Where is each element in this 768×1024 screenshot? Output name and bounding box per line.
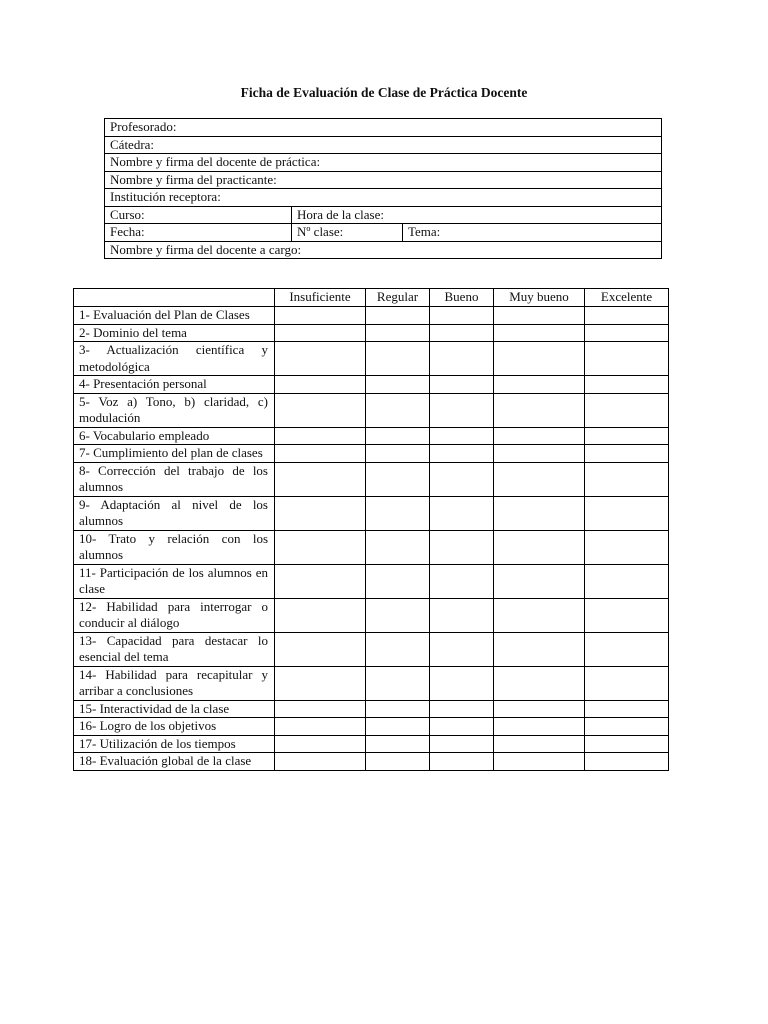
rating-cell-regular[interactable] (366, 342, 430, 376)
criterion-row (74, 342, 669, 376)
criterion-row (74, 632, 669, 666)
rating-cell-excelente[interactable] (585, 530, 669, 564)
rating-cell-insuficiente[interactable] (275, 376, 366, 394)
field-curso[interactable]: Curso: (105, 206, 292, 224)
criterion-label: 14- Habilidad para recapitular y arribar a conclusiones (74, 666, 275, 700)
criterion-label: 18- Evaluación global de la clase (74, 753, 275, 771)
rating-cell-insuficiente[interactable] (275, 427, 366, 445)
rating-cell-regular[interactable] (366, 718, 430, 736)
criterion-label: 6- Vocabulario empleado (74, 427, 275, 445)
rating-cell-regular[interactable] (366, 753, 430, 771)
rating-header-bueno: Bueno (430, 289, 494, 307)
info-row-fecha-clase-tema (105, 224, 662, 242)
field-tema[interactable]: Tema: (403, 224, 662, 242)
rating-cell-insuficiente[interactable] (275, 530, 366, 564)
rating-cell-regular[interactable] (366, 324, 430, 342)
field-hora[interactable]: Hora de la clase: (292, 206, 662, 224)
rating-cell-bueno[interactable] (430, 753, 494, 771)
criterion-row (74, 598, 669, 632)
rating-header-excelente: Excelente (585, 289, 669, 307)
rating-header-row (74, 289, 669, 307)
rating-cell-excelente[interactable] (585, 393, 669, 427)
rating-cell-bueno[interactable] (430, 342, 494, 376)
criterion-label: 15- Interactividad de la clase (74, 700, 275, 718)
criterion-row (74, 427, 669, 445)
criterion-label: 9- Adaptación al nivel de los alumnos (74, 496, 275, 530)
rating-cell-bueno[interactable] (430, 445, 494, 463)
rating-cell-insuficiente[interactable] (275, 666, 366, 700)
rating-cell-muy-bueno[interactable] (494, 342, 585, 376)
criterion-label: 3- Actualización científica y metodológica (74, 342, 275, 376)
rating-cell-excelente[interactable] (585, 700, 669, 718)
rating-cell-muy-bueno[interactable] (494, 324, 585, 342)
rating-cell-regular[interactable] (366, 735, 430, 753)
rating-cell-insuficiente[interactable] (275, 445, 366, 463)
rating-cell-excelente[interactable] (585, 718, 669, 736)
rating-cell-muy-bueno[interactable] (494, 376, 585, 394)
rating-cell-regular[interactable] (366, 307, 430, 325)
criterion-label: 10- Trato y relación con los alumnos (74, 530, 275, 564)
criterion-row (74, 530, 669, 564)
rating-cell-excelente[interactable] (585, 632, 669, 666)
rating-cell-insuficiente[interactable] (275, 307, 366, 325)
rating-cell-insuficiente[interactable] (275, 598, 366, 632)
rating-cell-muy-bueno[interactable] (494, 393, 585, 427)
evaluation-table (73, 288, 669, 771)
rating-header-insuficiente: Insuficiente (275, 289, 366, 307)
rating-cell-excelente[interactable] (585, 427, 669, 445)
rating-cell-insuficiente[interactable] (275, 700, 366, 718)
rating-cell-excelente[interactable] (585, 445, 669, 463)
rating-cell-muy-bueno[interactable] (494, 445, 585, 463)
rating-cell-regular[interactable] (366, 598, 430, 632)
criterion-label: 4- Presentación personal (74, 376, 275, 394)
rating-cell-regular[interactable] (366, 564, 430, 598)
criterion-row (74, 564, 669, 598)
info-row-docente-practica (105, 154, 662, 172)
rating-cell-muy-bueno[interactable] (494, 632, 585, 666)
rating-cell-bueno[interactable] (430, 632, 494, 666)
rating-cell-excelente[interactable] (585, 666, 669, 700)
rating-cell-insuficiente[interactable] (275, 462, 366, 496)
criteria-header-cell (74, 289, 275, 307)
field-fecha[interactable]: Fecha: (105, 224, 292, 242)
rating-cell-insuficiente[interactable] (275, 564, 366, 598)
rating-cell-bueno[interactable] (430, 735, 494, 753)
rating-cell-muy-bueno[interactable] (494, 427, 585, 445)
rating-cell-bueno[interactable] (430, 666, 494, 700)
rating-cell-insuficiente[interactable] (275, 753, 366, 771)
info-row-docente-cargo (105, 241, 662, 259)
rating-cell-bueno[interactable] (430, 530, 494, 564)
rating-cell-muy-bueno[interactable] (494, 700, 585, 718)
rating-cell-regular[interactable] (366, 376, 430, 394)
criterion-label: 2- Dominio del tema (74, 324, 275, 342)
rating-cell-bueno[interactable] (430, 496, 494, 530)
criterion-label: 11- Participación de los alumnos en clase (74, 564, 275, 598)
field-nro-clase[interactable]: Nº clase: (292, 224, 403, 242)
rating-cell-muy-bueno[interactable] (494, 496, 585, 530)
rating-cell-regular[interactable] (366, 666, 430, 700)
info-row-institucion (105, 189, 662, 207)
evaluation-body (74, 307, 669, 771)
rating-cell-insuficiente[interactable] (275, 718, 366, 736)
rating-cell-regular[interactable] (366, 462, 430, 496)
rating-cell-excelente[interactable] (585, 735, 669, 753)
field-catedra[interactable]: Cátedra: (105, 136, 662, 154)
rating-cell-insuficiente[interactable] (275, 632, 366, 666)
rating-cell-muy-bueno[interactable] (494, 307, 585, 325)
rating-cell-bueno[interactable] (430, 307, 494, 325)
rating-cell-bueno[interactable] (430, 700, 494, 718)
criterion-label: 17- Utilización de los tiempos (74, 735, 275, 753)
rating-cell-regular[interactable] (366, 632, 430, 666)
criterion-row (74, 496, 669, 530)
field-profesorado[interactable]: Profesorado: (105, 119, 662, 137)
criterion-label: 12- Habilidad para interrogar o conducir al diálogo (74, 598, 275, 632)
rating-cell-muy-bueno[interactable] (494, 753, 585, 771)
criterion-label: 5- Voz a) Tono, b) claridad, c) modulación (74, 393, 275, 427)
criterion-row (74, 753, 669, 771)
rating-cell-excelente[interactable] (585, 307, 669, 325)
rating-cell-insuficiente[interactable] (275, 735, 366, 753)
rating-cell-muy-bueno[interactable] (494, 718, 585, 736)
info-row-profesorado (105, 119, 662, 137)
criterion-row (74, 324, 669, 342)
rating-cell-regular[interactable] (366, 530, 430, 564)
rating-header-muy-bueno: Muy bueno (494, 289, 585, 307)
field-practicante[interactable]: Nombre y firma del practicante: (105, 171, 662, 189)
rating-header-regular: Regular (366, 289, 430, 307)
rating-cell-muy-bueno[interactable] (494, 530, 585, 564)
page-title: Ficha de Evaluación de Clase de Práctica Docente (240, 85, 528, 100)
rating-cell-bueno[interactable] (430, 462, 494, 496)
rating-cell-excelente[interactable] (585, 598, 669, 632)
criterion-row (74, 376, 669, 394)
rating-cell-muy-bueno[interactable] (494, 462, 585, 496)
rating-cell-muy-bueno[interactable] (494, 666, 585, 700)
rating-cell-excelente[interactable] (585, 496, 669, 530)
rating-cell-bueno[interactable] (430, 324, 494, 342)
field-docente-practica[interactable]: Nombre y firma del docente de práctica: (105, 154, 662, 172)
criterion-row (74, 393, 669, 427)
criterion-label: 1- Evaluación del Plan de Clases (74, 307, 275, 325)
rating-cell-bueno[interactable] (430, 598, 494, 632)
rating-cell-insuficiente[interactable] (275, 393, 366, 427)
rating-cell-excelente[interactable] (585, 462, 669, 496)
rating-cell-excelente[interactable] (585, 324, 669, 342)
rating-cell-regular[interactable] (366, 445, 430, 463)
rating-cell-excelente[interactable] (585, 753, 669, 771)
criterion-row (74, 718, 669, 736)
criterion-row (74, 666, 669, 700)
criterion-label: 16- Logro de los objetivos (74, 718, 275, 736)
criterion-row (74, 445, 669, 463)
info-table (104, 118, 662, 259)
info-row-practicante (105, 171, 662, 189)
criterion-row (74, 700, 669, 718)
info-row-curso-hora (105, 206, 662, 224)
rating-cell-excelente[interactable] (585, 564, 669, 598)
rating-cell-regular[interactable] (366, 427, 430, 445)
rating-cell-regular[interactable] (366, 393, 430, 427)
rating-cell-insuficiente[interactable] (275, 324, 366, 342)
rating-cell-excelente[interactable] (585, 376, 669, 394)
rating-cell-insuficiente[interactable] (275, 342, 366, 376)
rating-cell-bueno[interactable] (430, 427, 494, 445)
rating-cell-regular[interactable] (366, 496, 430, 530)
rating-cell-insuficiente[interactable] (275, 496, 366, 530)
criterion-label: 7- Cumplimiento del plan de clases (74, 445, 275, 463)
criterion-row (74, 735, 669, 753)
rating-cell-excelente[interactable] (585, 342, 669, 376)
criterion-label: 8- Corrección del trabajo de los alumnos (74, 462, 275, 496)
criterion-row (74, 307, 669, 325)
rating-cell-bueno[interactable] (430, 393, 494, 427)
field-institucion[interactable]: Institución receptora: (105, 189, 662, 207)
rating-cell-muy-bueno[interactable] (494, 735, 585, 753)
info-row-catedra (105, 136, 662, 154)
field-docente-cargo[interactable]: Nombre y firma del docente a cargo: (105, 241, 662, 259)
rating-cell-bueno[interactable] (430, 376, 494, 394)
criterion-label: 13- Capacidad para destacar lo esencial del tema (74, 632, 275, 666)
criterion-row (74, 462, 669, 496)
rating-cell-muy-bueno[interactable] (494, 564, 585, 598)
rating-cell-bueno[interactable] (430, 564, 494, 598)
rating-cell-bueno[interactable] (430, 718, 494, 736)
rating-cell-regular[interactable] (366, 700, 430, 718)
rating-cell-muy-bueno[interactable] (494, 598, 585, 632)
